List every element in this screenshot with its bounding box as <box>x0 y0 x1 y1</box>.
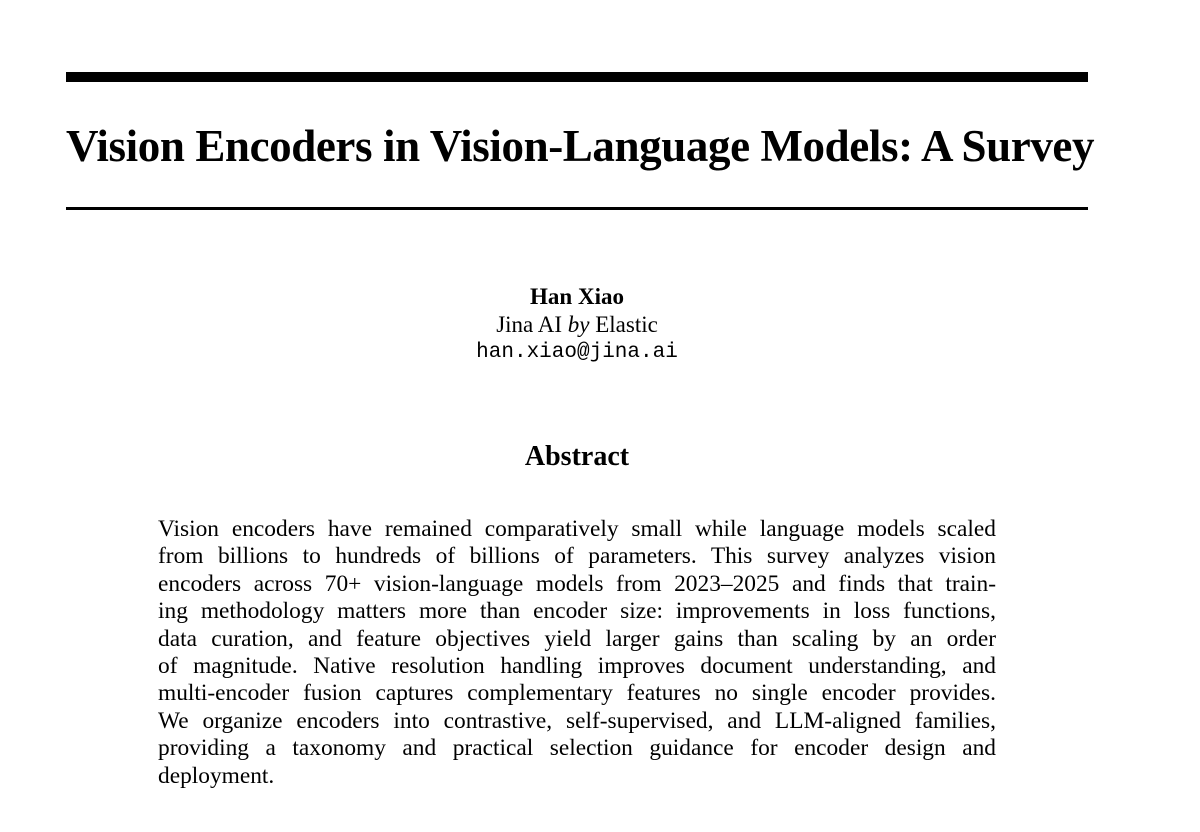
author-name: Han Xiao <box>530 284 624 309</box>
abstract-line: of magnitude. Native resolution handling improves document understanding, and <box>158 653 996 680</box>
abstract-line: ing methodology matters more than encoder size: improvements in loss functions, <box>158 598 996 625</box>
abstract-line: providing a taxonomy and practical selection guidance for encoder design and <box>158 735 996 762</box>
abstract-line: We organize encoders into contrastive, self-supervised, and LLM-aligned families, <box>158 707 996 734</box>
abstract-line: from billions to hundreds of billions of parameters. This survey analyzes vision <box>158 543 996 570</box>
title-bottom-rule <box>66 207 1088 210</box>
abstract-line: multi-encoder fusion captures complementary features no single encoder provides. <box>158 680 996 707</box>
abstract-line: data curation, and feature objectives yield larger gains than scaling by an order <box>158 625 996 652</box>
abstract-heading: Abstract <box>524 441 630 472</box>
paper-title: Vision Encoders in Vision-Language Models: A Survey <box>66 121 1095 171</box>
title-top-rule <box>66 72 1088 82</box>
affiliation-primary: Jina AI <box>496 312 562 337</box>
abstract-line: Vision encoders have remained comparatively small while language models scaled <box>158 516 996 542</box>
author-affiliation <box>0 311 1154 339</box>
author-block <box>0 283 1154 367</box>
abstract-body <box>158 516 996 790</box>
author-email: han.xiao@jina.ai <box>476 341 678 364</box>
abstract-line: deployment. <box>158 762 275 789</box>
abstract-line: encoders across 70+ vision-language models from 2023–2025 and finds that train- <box>158 570 996 597</box>
affiliation-parent: Elastic <box>595 312 658 337</box>
affiliation-by: by <box>567 312 590 337</box>
